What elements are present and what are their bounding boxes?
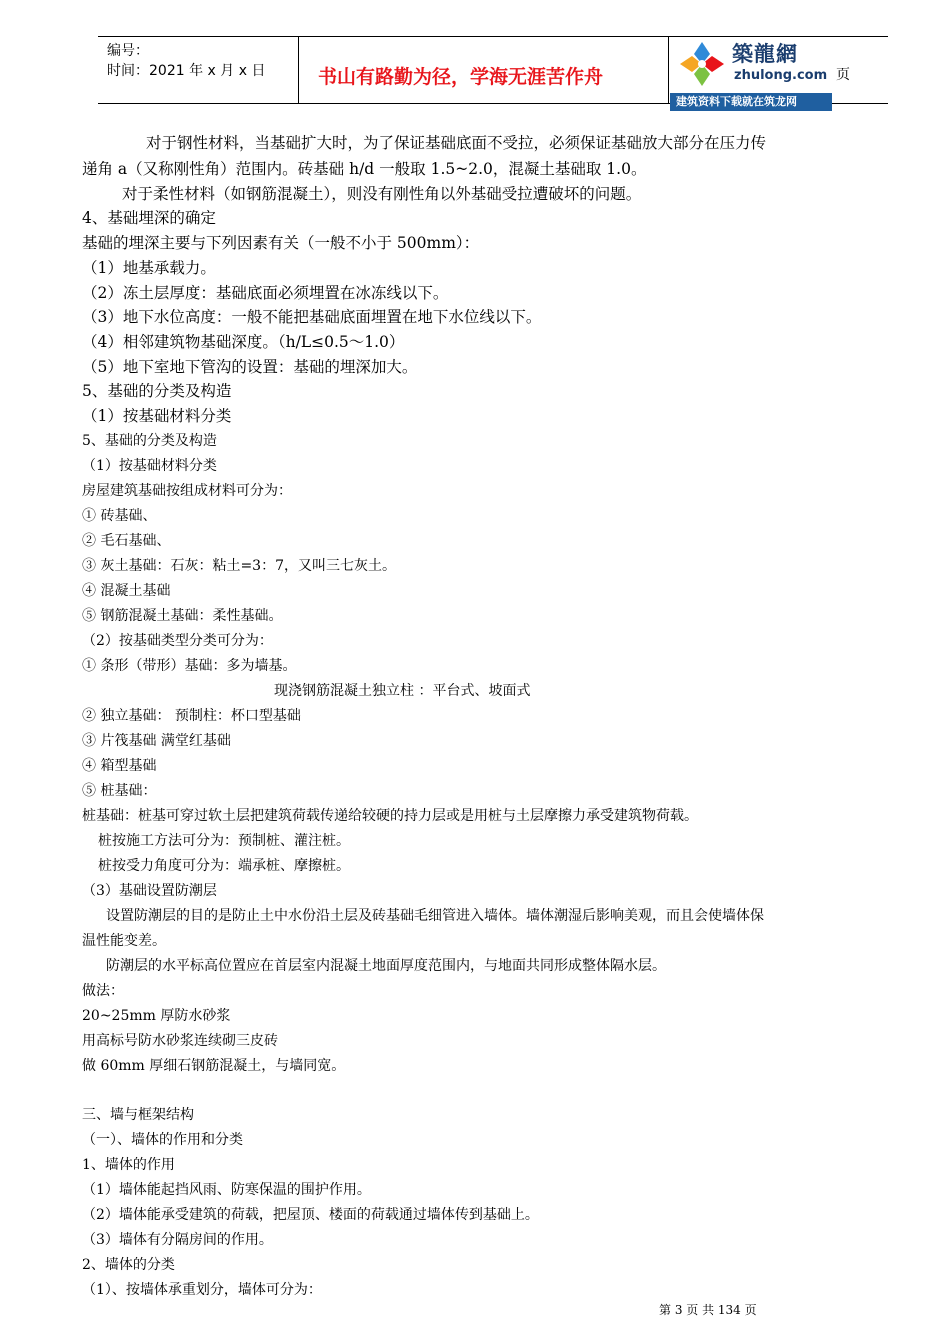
section-heading: 5、基础的分类及构造 bbox=[82, 382, 232, 400]
list-item: ① 砖基础、 bbox=[82, 508, 157, 524]
list-item: ② 毛石基础、 bbox=[82, 533, 171, 549]
list-item: ⑤ 钢筋混凝土基础：柔性基础。 bbox=[82, 608, 283, 624]
section-heading: 4、基础埋深的确定 bbox=[82, 209, 216, 227]
body-line: 桩按施工方法可分为：预制桩、灌注桩。 bbox=[98, 833, 350, 849]
body-line: 桩按受力角度可分为：端承桩、摩擦桩。 bbox=[98, 858, 350, 874]
body-line: 现浇钢筋混凝土独立柱 ：平台式、坡面式 bbox=[274, 683, 531, 699]
body-line: 做法： bbox=[82, 983, 124, 999]
header-divider-left bbox=[298, 36, 299, 103]
list-item: ② 独立基础： 预制柱：杯口型基础 bbox=[82, 708, 301, 724]
list-item: ③ 片筏基础 满堂红基础 bbox=[82, 733, 231, 749]
list-item: （4）相邻建筑物基础深度。（h/L≤0.5～1.0） bbox=[82, 333, 405, 351]
subsection-heading: （1）按基础材料分类 bbox=[82, 458, 217, 474]
body-line: 桩基础：桩基可穿过软土层把建筑荷载传递给较硬的持力层或是用桩与土层摩擦力承受建筑物荷载。 bbox=[82, 808, 698, 824]
logo-cross-icon bbox=[672, 36, 732, 92]
body-line: 房屋建筑基础按组成材料可分为： bbox=[82, 483, 292, 499]
subsection-heading: （1）、按墙体承重划分，墙体可分为： bbox=[82, 1282, 322, 1298]
body-line: 用高标号防水砂浆连续砌三皮砖 bbox=[82, 1033, 278, 1049]
list-item: ③ 灰土基础：石灰：粘土=3：7，又叫三七灰土。 bbox=[82, 558, 396, 574]
subsection-heading: （2）按基础类型分类可分为： bbox=[82, 633, 273, 649]
body-line: 20~25mm 厚防水砂浆 bbox=[82, 1008, 231, 1024]
body-line: 对于柔性材料（如钢筋混凝土），则没有刚性角以外基础受拉遭破坏的问题。 bbox=[122, 185, 642, 203]
logo-name: 築龍網 bbox=[732, 42, 798, 66]
body-line: 递角 a（又称刚性角）范围内。砖基础 h/d 一般取 1.5~2.0，混凝土基础取 1.0。 bbox=[82, 160, 647, 178]
body-line: 做 60mm 厚细石钢筋混凝土，与墙同宽。 bbox=[82, 1058, 346, 1074]
subsection-heading: （3）基础设置防潮层 bbox=[82, 883, 217, 899]
list-item: （2）墙体能承受建筑的荷载，把屋顶、楼面的荷载通过墙体传到基础上。 bbox=[82, 1207, 539, 1223]
list-item: ④ 箱型基础 bbox=[82, 758, 157, 774]
header-page-suffix: 页 bbox=[836, 67, 850, 83]
logo-tagline: 建筑资料下载就在筑龙网 bbox=[676, 95, 797, 108]
list-item: （3）地下水位高度：一般不能把基础底面埋置在地下水位线以下。 bbox=[82, 308, 542, 326]
logo-tagline-bar bbox=[670, 93, 832, 111]
chapter-heading: 三、墙与框架结构 bbox=[82, 1107, 194, 1123]
body-line: 温性能变差。 bbox=[82, 933, 166, 949]
subsection-heading: （1）按基础材料分类 bbox=[82, 407, 232, 425]
list-item: ④ 混凝土基础 bbox=[82, 583, 171, 599]
body-line: 对于钢性材料，当基础扩大时，为了保证基础底面不受拉，必须保证基础放大部分在压力传 bbox=[146, 134, 767, 152]
list-item: （5）地下室地下管沟的设置：基础的埋深加大。 bbox=[82, 358, 418, 376]
header-divider-right bbox=[668, 36, 669, 103]
list-item: （3）墙体有分隔房间的作用。 bbox=[82, 1232, 273, 1248]
header-slogan: 书山有路勤为径，学海无涯苦作舟 bbox=[318, 66, 604, 88]
section-heading: 1、墙体的作用 bbox=[82, 1157, 175, 1173]
document-number-label: 编号： bbox=[107, 43, 149, 59]
list-item: （2）冻土层厚度：基础底面必须埋置在冰冻线以下。 bbox=[82, 284, 449, 302]
body-line: 防潮层的水平标高位置应在首层室内混凝土地面厚度范围内，与地面共同形成整体隔水层。 bbox=[106, 958, 666, 974]
section-heading: 5、基础的分类及构造 bbox=[82, 433, 217, 449]
section-heading: （一）、墙体的作用和分类 bbox=[82, 1132, 243, 1148]
zhulong-logo bbox=[670, 36, 832, 112]
list-item: ⑤ 桩基础： bbox=[82, 783, 157, 799]
document-time: 时间：2021 年 x 月 x 日 bbox=[107, 63, 266, 79]
list-item: ① 条形（带形）基础：多为墙基。 bbox=[82, 658, 297, 674]
body-line: 设置防潮层的目的是防止土中水份沿土层及砖基础毛细管进入墙体。墙体潮湿后影响美观，而且会使墙体保 bbox=[106, 908, 764, 924]
logo-url: zhulong.com bbox=[734, 68, 828, 83]
list-item: （1）墙体能起挡风雨、防寒保温的围护作用。 bbox=[82, 1182, 371, 1198]
section-heading: 2、墙体的分类 bbox=[82, 1257, 175, 1273]
page-counter: 第 3 页 共 134 页 bbox=[659, 1303, 757, 1317]
list-item: （1）地基承载力。 bbox=[82, 259, 216, 277]
body-line: 基础的埋深主要与下列因素有关（一般不小于 500mm）： bbox=[82, 234, 480, 252]
